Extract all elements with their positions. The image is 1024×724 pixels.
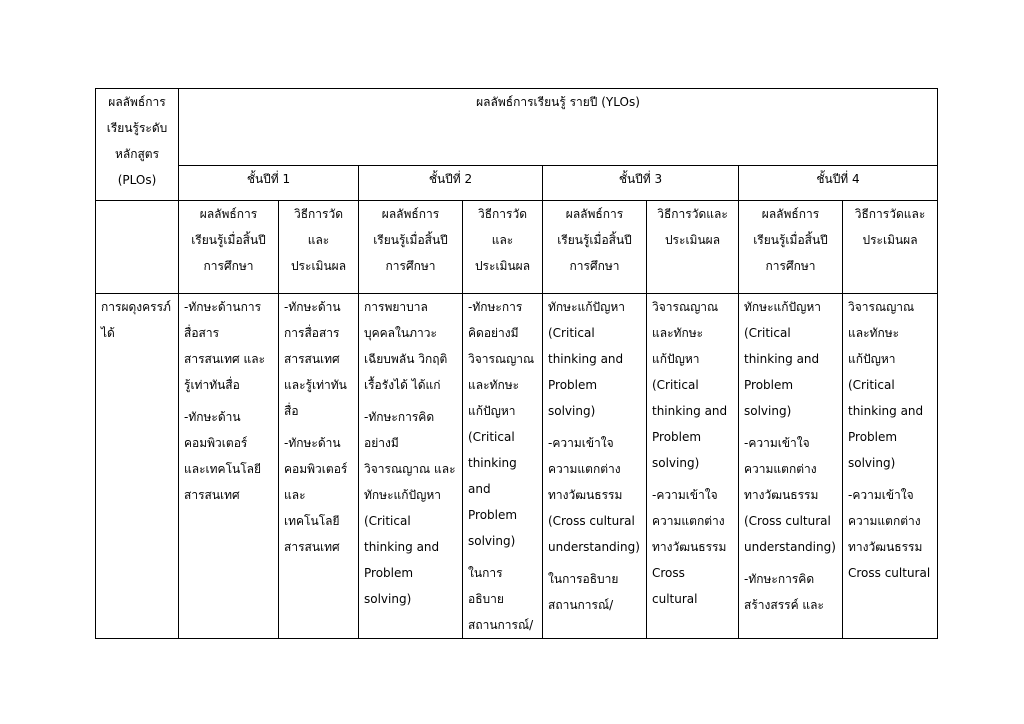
text-line: วิจารณญาณ (848, 300, 915, 314)
text-line: และ (491, 233, 514, 247)
text-line: ความแตกต่าง (848, 514, 921, 528)
text-line: ผลลัพธ์การ (381, 207, 440, 221)
text-line: เรื้อรังได้ ได้แก่ (364, 378, 441, 392)
text-line: -ความเข้าใจ (548, 436, 614, 450)
text-line: และทักษะ (468, 378, 520, 392)
text-line: Cross cultural (848, 566, 931, 580)
text-line: ทักษะแก้ปัญหา (548, 300, 626, 314)
text-line: (Cross cultural (548, 514, 635, 528)
text-line: การสื่อสาร (284, 326, 340, 340)
text-line: แก้ปัญหา (468, 404, 516, 418)
text-line: และ (284, 488, 306, 502)
text-line: วิจารณญาณ (652, 300, 719, 314)
text-line: แก้ปัญหา (652, 352, 700, 366)
text-line: วิจารณญาณ (468, 352, 535, 366)
text-line: วิธีการวัด (293, 207, 344, 221)
body-cell (843, 294, 938, 639)
text-line: Problem (468, 508, 518, 522)
sub-header-cell (647, 201, 739, 294)
text-line: (Critical (744, 326, 791, 340)
text-line: สถานการณ์/ (468, 618, 534, 632)
ylo-table (95, 88, 938, 639)
sub-header-cell (179, 201, 279, 294)
text-line: thinking and (744, 352, 820, 366)
text-line: -ทักษะด้านการ (184, 300, 262, 314)
text-line: Cross cultural (652, 566, 698, 606)
text-line: ได้ (101, 326, 115, 340)
text-line: (Cross cultural (744, 514, 831, 528)
year-2-header: ชั้นปีที่ 2 (359, 166, 543, 201)
text-line: ประเมินผล (474, 259, 531, 273)
plo-sub-blank (96, 201, 179, 294)
text-line: solving) (744, 404, 792, 418)
text-line: ผลลัพธ์การ (761, 207, 820, 221)
text-line: thinking (468, 456, 517, 470)
text-line: ความแตกต่าง (652, 514, 725, 528)
ylo-header-cell (179, 89, 938, 166)
text-line: และรู้เท่าทัน (284, 378, 347, 392)
plo-header-cell (96, 89, 179, 201)
text-line: เรียนรู้เมื่อสิ้นปี (753, 233, 828, 247)
text-line: (Critical (364, 514, 411, 528)
text-line: thinking and (652, 404, 728, 418)
plo-header (101, 89, 173, 193)
text-line: ทักษะแก้ปัญหา (364, 488, 442, 502)
text-line: (Critical (468, 430, 515, 444)
text-line: และ (307, 233, 330, 247)
text-line: -ทักษะด้าน (284, 300, 341, 314)
text-line: เรียนรู้เมื่อสิ้นปี (373, 233, 448, 247)
text-line: Problem (744, 378, 794, 392)
text-line: วิจารณญาณ และ (364, 462, 456, 476)
sub-header-cell (359, 201, 463, 294)
text-line: ความแตกต่าง (548, 462, 621, 476)
sub-header-cell (739, 201, 843, 294)
text-line: (Critical (652, 378, 699, 392)
sub-header-cell (843, 201, 938, 294)
year-1-header: ชั้นปีที่ 1 (179, 166, 359, 201)
text-line: การศึกษา (203, 259, 254, 273)
text-line: -ความเข้าใจ (652, 488, 718, 502)
text-line: อย่างมี (364, 436, 399, 450)
text-line: คิดอย่างมี (468, 326, 519, 340)
text-line: สารสนเทศ (284, 352, 340, 366)
body-cell (647, 294, 739, 639)
text-line: และเทคโนโลยี (184, 462, 262, 476)
text-line: solving) (848, 456, 896, 470)
text-line: solving) (652, 456, 700, 470)
sub-header-cell (543, 201, 647, 294)
body-cell (543, 294, 647, 639)
text-line: คอมพิวเตอร์ (184, 436, 248, 450)
text-line: ผลลัพธ์การ (199, 207, 258, 221)
text-line: Problem (652, 430, 702, 444)
sub-header-cell (279, 201, 359, 294)
text-line: thinking and (548, 352, 624, 366)
text-line: การผดุงครรภ์ (101, 300, 171, 314)
text-line: -ความเข้าใจ (744, 436, 810, 450)
text-line: ทางวัฒนธรรม (848, 540, 923, 554)
text-line: -ทักษะการคิด (364, 410, 435, 424)
body-cell (279, 294, 359, 639)
body-cell (359, 294, 463, 639)
text-line: understanding) (744, 540, 836, 554)
text-line: ผลลัพธ์การ (565, 207, 624, 221)
text-line: ในการอธิบาย (548, 572, 619, 586)
text-line: และทักษะ (652, 326, 704, 340)
text-line: เฉียบพลัน วิกฤติ (364, 352, 448, 366)
text-line: การพยาบาล (364, 300, 428, 314)
year-4-header: ชั้นปีที่ 4 (739, 166, 938, 201)
text-line: solving) (364, 592, 412, 606)
text-line: เรียนรู้เมื่อสิ้นปี (557, 233, 632, 247)
text-line: วิธีการวัด (477, 207, 528, 221)
text-line: -ความเข้าใจ (848, 488, 914, 502)
text-line: สารสนเทศ (284, 540, 340, 554)
text-line: ความแตกต่าง (744, 462, 817, 476)
text-line: หลักสูตร (114, 147, 160, 161)
text-line: เทคโนโลยี (284, 514, 340, 528)
text-line: คอมพิวเตอร์ (284, 462, 348, 476)
text-line: Problem (548, 378, 598, 392)
plo-cell (96, 294, 179, 639)
text-line: Problem (848, 430, 898, 444)
ylo-header: ผลลัพธ์การเรียนรู้ รายปี (YLOs) (476, 95, 640, 109)
sub-header-cell (463, 201, 543, 294)
text-line: ประเมินผล (290, 259, 347, 273)
text-line: solving) (468, 534, 516, 548)
body-cell (739, 294, 843, 639)
text-line: ทางวัฒนธรรม (548, 488, 623, 502)
text-line: ทางวัฒนธรรม (652, 540, 727, 554)
text-line: สื่อ (284, 404, 299, 418)
text-line: สารสนเทศ (184, 488, 240, 502)
text-line: thinking and (848, 404, 924, 418)
text-line: -ทักษะด้าน (184, 410, 241, 424)
text-line: solving) (548, 404, 596, 418)
text-line: รู้เท่าทันสื่อ (184, 378, 240, 392)
text-line: วิธีการวัดและ (657, 207, 728, 221)
text-line: and (468, 482, 491, 496)
year-3-header: ชั้นปีที่ 3 (543, 166, 739, 201)
text-line: การศึกษา (569, 259, 620, 273)
text-line: (Critical (548, 326, 595, 340)
text-line: ประเมินผล (862, 233, 918, 247)
text-line: สื่อสาร (184, 326, 220, 340)
text-line: Problem (364, 566, 414, 580)
body-cell (463, 294, 543, 639)
text-line: สารสนเทศ และ (184, 352, 266, 366)
text-line: และทักษะ (848, 326, 900, 340)
text-line: ประเมินผล (664, 233, 721, 247)
text-line: (Critical (848, 378, 895, 392)
body-cell (179, 294, 279, 639)
text-line: ทางวัฒนธรรม (744, 488, 819, 502)
text-line: การศึกษา (765, 259, 816, 273)
text-line: -ทักษะการ (468, 300, 523, 314)
text-line: สร้างสรรค์ และ (744, 598, 824, 612)
text-line: สถานการณ์/ (548, 598, 614, 612)
text-line: understanding) (548, 540, 640, 554)
text-line: ทักษะแก้ปัญหา (744, 300, 822, 314)
text-line: วิธีการวัดและ (854, 207, 926, 221)
text-line: แก้ปัญหา (848, 352, 896, 366)
text-line: ผลลัพธ์การ (108, 95, 166, 109)
text-line: บุคคลในภาวะ (364, 326, 437, 340)
text-line: ในการอธิบาย (468, 566, 504, 606)
text-line: เรียนรู้เมื่อสิ้นปี (191, 233, 266, 247)
text-line: -ทักษะการคิด (744, 572, 815, 586)
text-line: เรียนรู้ระดับ (106, 121, 168, 135)
text-line: การศึกษา (385, 259, 436, 273)
text-line: (PLOs) (117, 173, 157, 187)
text-line: thinking and (364, 540, 440, 554)
text-line: -ทักษะด้าน (284, 436, 341, 450)
